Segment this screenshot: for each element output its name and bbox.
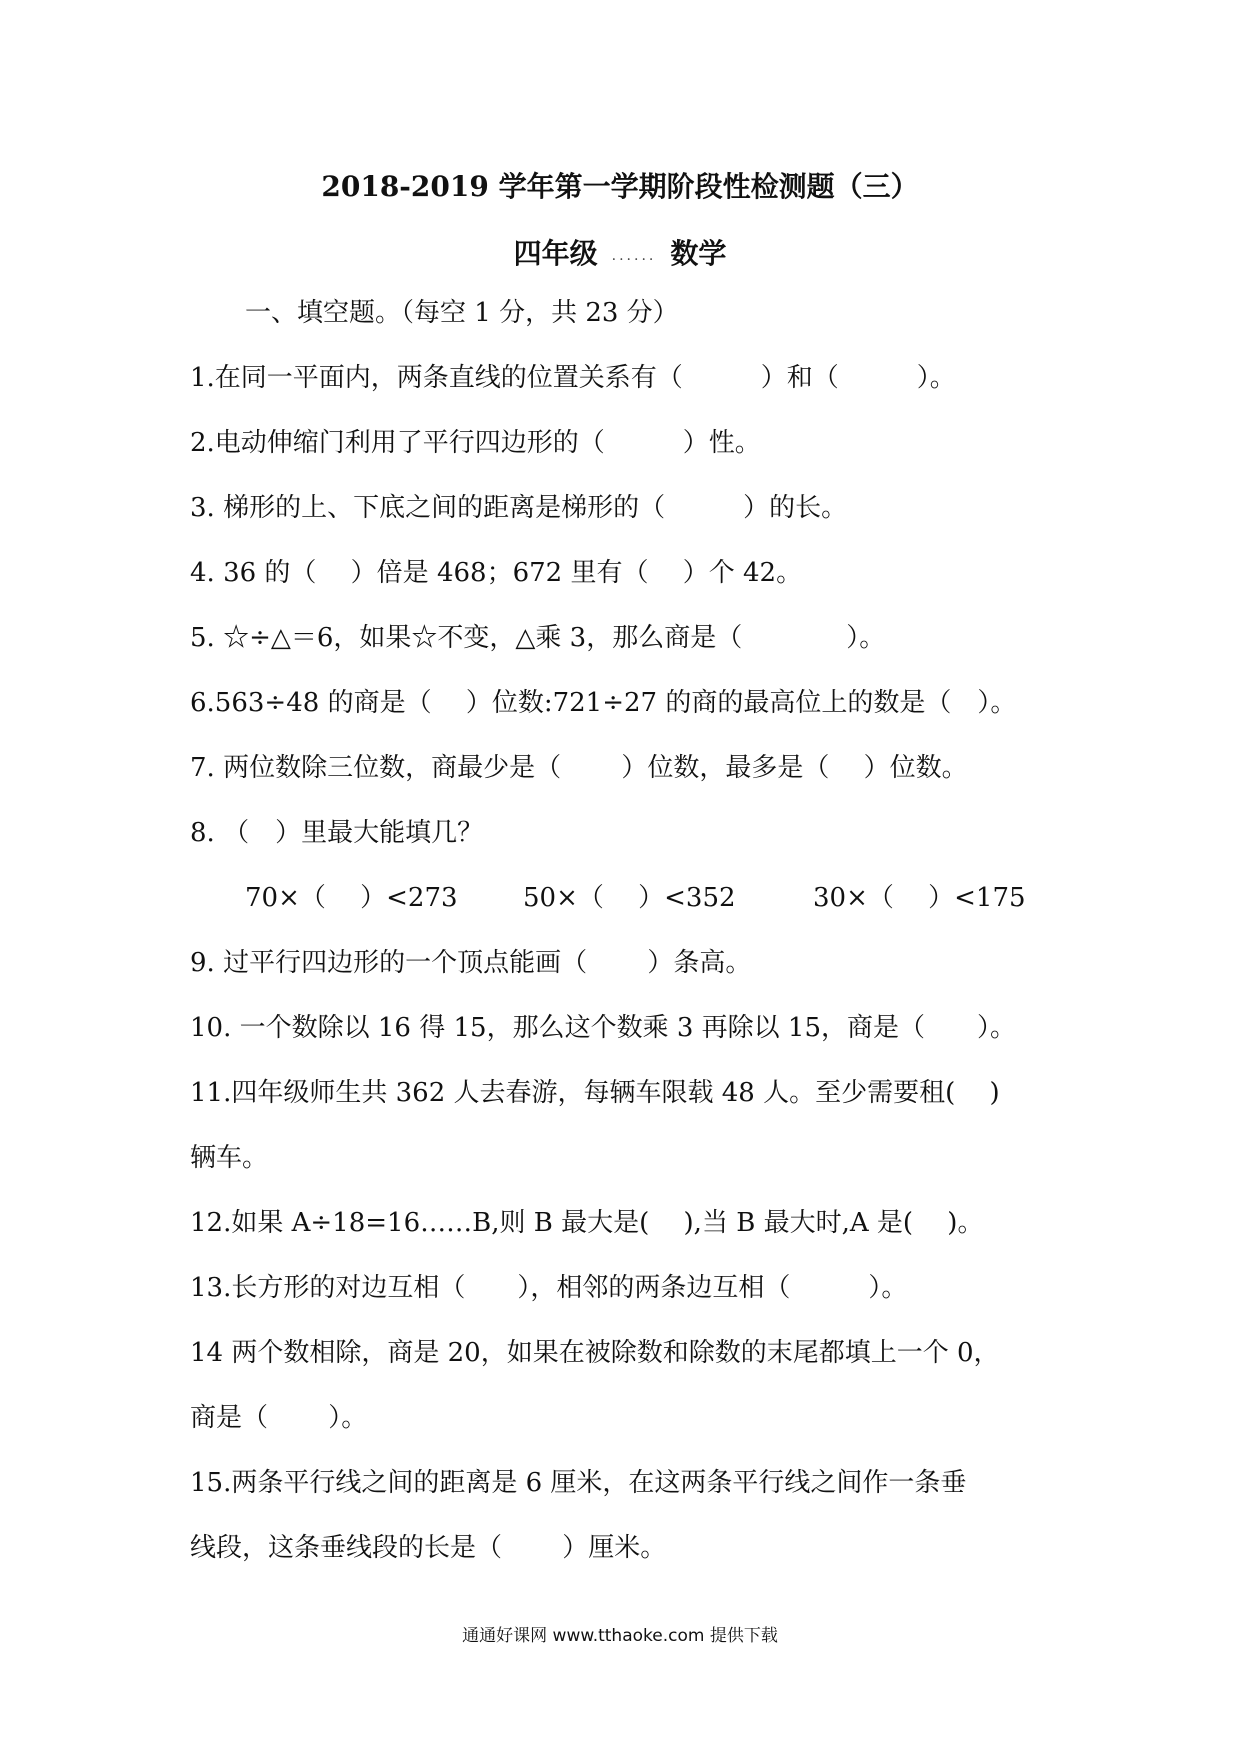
page-footer: 通通好课网 www.tthaoke.com 提供下载: [462, 1626, 778, 1646]
q8-item-3: 30×（ ）<175: [813, 883, 1026, 913]
subtitle-dots: ......: [611, 247, 657, 264]
question-11-continued: 辆车。: [190, 1143, 269, 1173]
exam-title: 2018-2019 学年第一学期阶段性检测题（三）: [321, 170, 919, 203]
question-9: 9. 过平行四边形的一个顶点能画（ ）条高。: [190, 948, 752, 978]
exam-subtitle: [0, 232, 1240, 272]
section-heading: 一、填空题。（每空 1 分，共 23 分）: [245, 298, 679, 328]
question-8-items: [245, 881, 1125, 915]
question-3: 3. 梯形的上、下底之间的距离是梯形的（ ）的长。: [190, 493, 848, 523]
question-1: 1.在同一平面内，两条直线的位置关系有（ ）和（ ）。: [190, 363, 956, 393]
subject-label: 数学: [670, 237, 727, 270]
q8-item-1: 70×（ ）<273: [245, 883, 458, 913]
question-10: 10. 一个数除以 16 得 15，那么这个数乘 3 再除以 15，商是（ ）。: [190, 1013, 1016, 1043]
q8-item-2: 50×（ ）<352: [523, 883, 736, 913]
question-6: 6.563÷48 的商是（ ）位数:721÷27 的商的最高位上的数是（ ）。: [190, 688, 1017, 718]
question-15: 15.两条平行线之间的距离是 6 厘米，在这两条平行线之间作一条垂: [190, 1468, 967, 1498]
question-11: 11.四年级师生共 362 人去春游，每辆车限载 48 人。至少需要租( ): [190, 1078, 1000, 1108]
question-5: 5. ☆÷△＝6，如果☆不变，△乘 3，那么商是（ ）。: [190, 623, 886, 653]
question-7: 7. 两位数除三位数，商最少是（ ）位数，最多是（ ）位数。: [190, 753, 968, 783]
question-13: 13.长方形的对边互相（ ），相邻的两条边互相（ ）。: [190, 1273, 908, 1303]
question-15-continued: 线段，这条垂线段的长是（ ）厘米。: [190, 1533, 667, 1563]
question-14: 14 两个数相除，商是 20，如果在被除数和除数的末尾都填上一个 0，: [190, 1338, 1000, 1368]
question-2: 2.电动伸缩门利用了平行四边形的（ ）性。: [190, 428, 761, 458]
question-12: 12.如果 A÷18=16……B,则 B 最大是( ),当 B 最大时,A 是( )。: [190, 1208, 984, 1238]
grade-label: 四年级: [513, 237, 598, 270]
question-14-continued: 商是（ ）。: [190, 1403, 368, 1433]
question-8: 8. （ ）里最大能填几？: [190, 818, 484, 848]
question-4: 4. 36 的（ ）倍是 468；672 里有（ ）个 42。: [190, 558, 803, 588]
